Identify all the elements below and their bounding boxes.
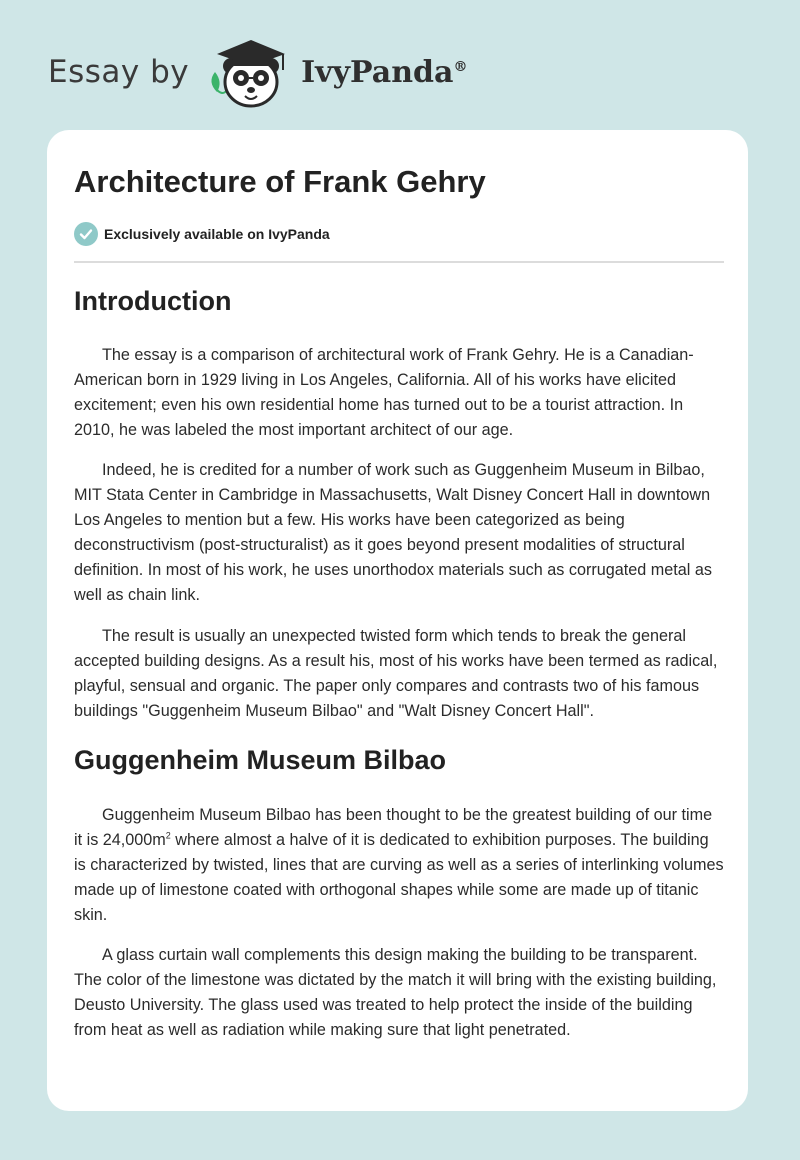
section-heading-introduction: Introduction [74, 286, 232, 316]
paragraph-text: Guggenheim Museum Bilbao has been thought to be the greatest building of our time it is 24,000m [74, 806, 713, 849]
title-divider [74, 261, 724, 263]
paragraph: A glass curtain wall complements this design making the building to be transparent. The color of the limestone was dictated by the match it will bring with the existing building, Deusto University. The glass used was treated to help protect the inside of the building from heat as well as radiation while making sure that light penetrated. [74, 946, 717, 1039]
paragraph-text: where almost a halve of it is dedicated to exhibition purposes. The building is characterized by twisted, lines that are curving as well as a series of interlinking volumes made up of limestone coated with orthogonal shapes while some are made up of titanic skin. [74, 831, 724, 924]
brand-name-text: IvyPanda [301, 54, 454, 90]
section-heading-guggenheim: Guggenheim Museum Bilbao [74, 745, 447, 775]
registered-mark: ® [453, 58, 468, 75]
site-header [48, 32, 467, 112]
superscript: 2 [165, 830, 171, 841]
paragraph: The result is usually an unexpected twisted form which tends to break the general accepted building designs. As a result his, most of his works have been termed as radical, playful, sensual and organic. The paper only compares and contrasts two of his famous buildings "Guggenheim Museum Bilbao" and "Walt Disney Concert Hall". [74, 627, 718, 720]
exclusive-badge-text: Exclusively available on IvyPanda [104, 226, 330, 242]
checkmark-icon [74, 222, 98, 246]
essay-by-label: Essay by [48, 54, 190, 90]
page-title: Architecture of Frank Gehry [74, 164, 486, 199]
exclusive-badge [74, 222, 330, 246]
essay-card [47, 130, 748, 1111]
panda-graduate-icon[interactable] [203, 32, 299, 112]
paragraph [74, 803, 724, 928]
brand-name[interactable] [301, 55, 467, 90]
paragraph: Indeed, he is credited for a number of work such as Guggenheim Museum in Bilbao, MIT Stata Center in Cambridge in Massachusetts, Walt Disney Concert Hall in downtown Los Angeles to mention but a few. His works have been categorized as being deconstructivism (post-structuralist) as it goes beyond present modalities of structural definition. In most of his work, he uses unorthodox materials such as corrugated metal as well as chain link. [74, 461, 712, 604]
paragraph: The essay is a comparison of architectural work of Frank Gehry. He is a Canadian-American born in 1929 living in Los Angeles, California. All of his works have elicited excitement; even his own residential home has turned out to be a tourist attraction. In 2010, he was labeled the most important architect of our age. [74, 346, 694, 439]
